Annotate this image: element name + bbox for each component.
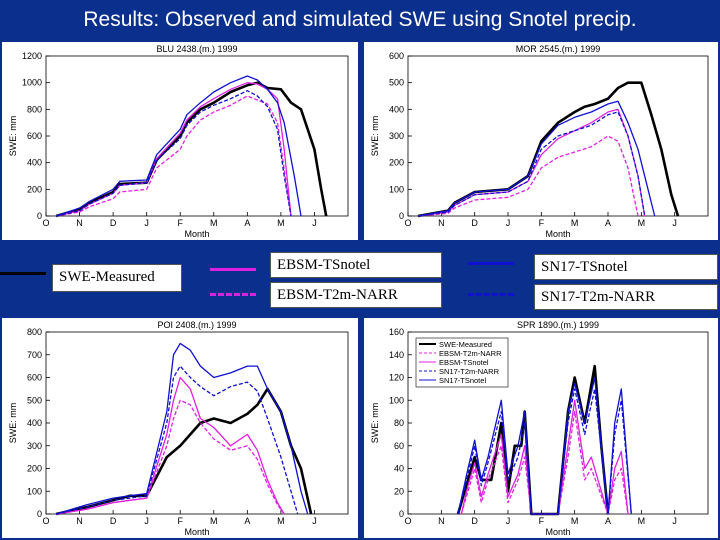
x-tick-label: N (76, 516, 83, 526)
y-tick-label: 500 (388, 77, 404, 88)
legend-swatch-sn17-t2m (468, 293, 514, 296)
plot-frame (46, 56, 348, 216)
x-tick-label: J (505, 218, 511, 228)
legend-swatch-ebsm-t2m (210, 293, 256, 296)
chart-panel-mor (364, 42, 718, 240)
x-tick-label: O (42, 218, 50, 228)
y-tick-label: 800 (26, 104, 42, 115)
chart-title: MOR 2545.(m.) 1999 (515, 44, 601, 54)
x-tick-label: J (144, 516, 149, 526)
y-tick-label: 20 (393, 486, 404, 497)
legend-label-measured: SWE-Measured (52, 264, 182, 292)
x-tick-label: M (570, 516, 579, 526)
y-tick-label: 100 (388, 184, 404, 195)
chart-spr (364, 318, 718, 538)
legend-label-ebsm-t2m: EBSM-T2m-NARR (270, 282, 442, 308)
series-line-measured (56, 389, 311, 514)
x-axis-label: Month (184, 527, 210, 537)
inset-legend-label: SN17-T2m-NARR (439, 367, 500, 376)
x-tick-label: N (438, 516, 445, 526)
y-tick-label: 800 (26, 327, 42, 337)
chart-panel-blu (2, 42, 358, 240)
x-tick-label: A (244, 218, 251, 228)
y-tick-label: 1000 (21, 77, 42, 88)
x-tick-label: D (471, 516, 478, 526)
series-line-sn17-tsnotel (418, 101, 655, 216)
y-axis-label: SWE: mm (370, 402, 380, 444)
y-tick-label: 200 (26, 184, 42, 195)
y-tick-label: 60 (393, 440, 404, 451)
inset-legend-label: EBSM-TSnotel (439, 358, 489, 367)
chart-panel-poi (2, 318, 358, 538)
x-tick-label: O (42, 516, 50, 526)
x-tick-label: O (404, 516, 412, 526)
chart-panel-spr (364, 318, 718, 538)
chart-mor (364, 42, 718, 240)
y-tick-label: 700 (26, 349, 42, 360)
x-axis-label: Month (184, 229, 210, 239)
y-tick-label: 300 (388, 131, 404, 141)
inset-legend-label: SN17-TSnotel (439, 376, 487, 385)
legend-swatch-measured (0, 272, 46, 275)
slide-title: Results: Observed and simulated SWE using Snotel precip. (83, 8, 637, 31)
x-tick-label: F (177, 218, 183, 228)
y-axis-label: SWE: mm (8, 402, 18, 444)
x-tick-label: J (672, 516, 677, 526)
chart-title: BLU 2438.(m.) 1999 (156, 44, 238, 54)
x-tick-label: M (637, 218, 646, 228)
y-tick-label: 100 (388, 395, 404, 406)
x-tick-label: F (538, 516, 545, 526)
y-tick-label: 600 (26, 372, 42, 383)
y-tick-label: 400 (388, 104, 404, 115)
series-line-ebsm-tsnotel (56, 83, 291, 216)
series-line-sn17-t2m (56, 91, 291, 216)
x-tick-label: N (76, 218, 83, 228)
y-tick-label: 160 (388, 327, 404, 337)
x-tick-label: D (471, 218, 478, 228)
x-tick-label: J (312, 218, 317, 228)
y-tick-label: 40 (393, 463, 404, 474)
x-tick-label: D (109, 516, 117, 526)
series-line-sn17-tsnotel (56, 76, 301, 216)
y-tick-label: 0 (398, 211, 404, 221)
inset-legend-label: SWE-Measured (439, 340, 492, 349)
plot-frame (46, 332, 348, 514)
x-tick-label: J (672, 218, 677, 228)
y-tick-label: 300 (26, 440, 42, 451)
x-tick-label: M (277, 516, 285, 526)
x-tick-label: A (604, 516, 612, 526)
x-tick-label: J (312, 516, 317, 526)
y-tick-label: 400 (26, 418, 42, 428)
chart-poi (2, 318, 358, 538)
legend-swatch-sn17-tsnotel (468, 262, 514, 265)
x-axis-label: Month (545, 527, 571, 537)
x-tick-label: O (404, 218, 412, 228)
y-tick-label: 80 (393, 418, 404, 428)
y-tick-label: 120 (388, 372, 404, 383)
series-line-measured (418, 83, 678, 216)
series-line-ebsm-tsnotel (418, 109, 645, 216)
y-tick-label: 0 (36, 211, 42, 221)
x-tick-label: M (637, 516, 646, 526)
y-tick-label: 140 (388, 349, 404, 360)
x-axis-label: Month (545, 229, 571, 239)
x-tick-label: M (210, 218, 218, 228)
x-tick-label: J (144, 218, 149, 228)
y-tick-label: 400 (26, 157, 42, 168)
y-tick-label: 100 (26, 486, 42, 497)
y-tick-label: 600 (26, 131, 42, 141)
legend-label-ebsm-tsnotel: EBSM-TSnotel (270, 252, 442, 278)
chart-title: POI 2408.(m.) 1999 (157, 320, 237, 330)
x-tick-label: M (277, 218, 285, 228)
legend-label-sn17-t2m: SN17-T2m-NARR (534, 284, 718, 310)
x-tick-label: M (210, 516, 218, 526)
y-axis-label: SWE: mm (370, 115, 380, 157)
chart-blu (2, 42, 358, 240)
x-tick-label: M (570, 218, 579, 228)
x-tick-label: D (109, 218, 117, 228)
y-tick-label: 500 (26, 395, 42, 406)
legend-swatch-ebsm-tsnotel (210, 268, 256, 271)
legend-label-sn17-tsnotel: SN17-TSnotel (534, 254, 718, 280)
y-tick-label: 0 (398, 509, 404, 519)
y-tick-label: 200 (26, 463, 42, 474)
x-tick-label: A (244, 516, 251, 526)
series-line-ebsm-t2m (56, 96, 291, 216)
x-tick-label: J (505, 516, 511, 526)
y-tick-label: 1200 (21, 51, 42, 61)
chart-title: SPR 1890.(m.) 1999 (516, 320, 600, 330)
x-tick-label: F (538, 218, 545, 228)
inset-legend-label: EBSM-T2m-NARR (439, 349, 502, 358)
y-axis-label: SWE: mm (8, 115, 18, 157)
x-tick-label: N (438, 218, 445, 228)
series-line-measured (56, 83, 326, 216)
y-tick-label: 200 (388, 157, 404, 168)
x-tick-label: A (604, 218, 612, 228)
x-tick-label: F (177, 516, 183, 526)
y-tick-label: 600 (388, 51, 404, 61)
y-tick-label: 0 (36, 509, 42, 519)
